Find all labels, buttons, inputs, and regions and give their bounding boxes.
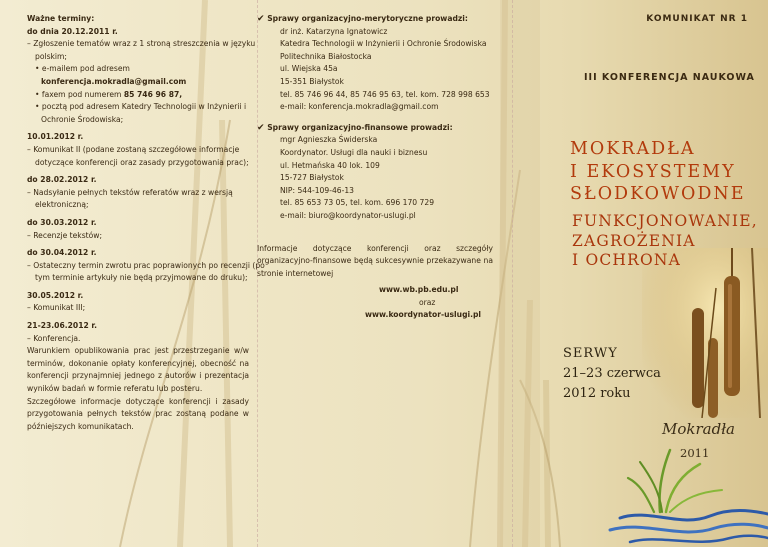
email-line — [27, 63, 267, 76]
deadline-text: – Nadsyłanie pełnych tekstów referatów wraz z wersją elektroniczną; — [27, 187, 233, 210]
important-terms-heading: Ważne terminy: — [27, 14, 95, 23]
deadline-date: 10.01.2012 r. — [27, 132, 84, 142]
deadline-date: do 30.03.2012 r. — [27, 217, 97, 227]
fold-line — [512, 0, 513, 547]
contact-line: tel. 85 746 96 44, 85 746 95 63, tel. kom. 728 998 653 — [280, 89, 490, 99]
section-title-finance — [257, 122, 497, 135]
contact-line: e-mail: biuro@koordynator-uslugi.pl — [280, 210, 416, 220]
announcement-number: KOMUNIKAT NR 1 — [646, 14, 748, 24]
deadline-date: do dnia 20.12.2011 r. — [27, 26, 118, 36]
title-line: SŁODKOWODNE — [570, 184, 746, 204]
deadline-text: – Konferencja. — [27, 333, 81, 343]
deadline-text: – Komunikat III; — [27, 303, 86, 313]
fax-label: • faxem pod numerem — [35, 89, 122, 99]
post-address: • pocztą pod adresem Katedry Technologii w Inżynierii i Ochronie Środowiska; — [35, 102, 247, 124]
section-title-merit — [257, 13, 497, 26]
email-address: konferencja.mokradla@gmail.com — [41, 76, 187, 86]
deadline-date: 21-23.06.2012 r. — [27, 321, 97, 331]
contact-line: Politechnika Białostocka — [280, 51, 372, 61]
deadline-date: do 28.02.2012 r. — [27, 175, 97, 185]
fax-line — [27, 89, 267, 102]
contact-block-finance — [257, 134, 497, 222]
contact-line: 15-727 Białystok — [280, 173, 344, 183]
conditions-paragraph: Warunkiem opublikowania prac jest przestrzeganie w/w terminów, dokonanie opłaty konferencyjnej, obecność na konferencji przynajmniej jednego z autorów i prezentacja wyników badań w formie referatu lub posteru. — [27, 346, 249, 394]
deadlines-column — [27, 13, 267, 433]
venue-dates: 21–23 czerwca — [563, 366, 661, 381]
contact-line: dr inż. Katarzyna Ignatowicz — [280, 26, 388, 36]
check-icon: ✔ — [257, 122, 265, 133]
info-paragraph: Informacje dotyczące konferencji oraz szczegóły organizacyjno-finansowe będą sukcesywnie przekazywane na stronie internetowej — [257, 243, 493, 278]
deadline-date: 30.05.2012 r. — [27, 290, 84, 300]
contact-line: ul. Wiejska 45a — [280, 64, 338, 74]
subtitle-line: ZAGROŻENIA — [572, 231, 696, 250]
logo-year: 2011 — [680, 446, 710, 460]
conference-title — [570, 138, 745, 206]
deadline-text: – Recenzje tekstów; — [27, 230, 103, 240]
contact-line: tel. 85 653 73 05, tel. kom. 696 170 729 — [280, 198, 435, 208]
subtitle-line: FUNKCJONOWANIE, — [572, 212, 758, 230]
contact-line: e-mail: konferencja.mokradla@gmail.com — [280, 102, 439, 112]
venue-year: 2012 roku — [563, 386, 631, 401]
contact-line: 15-351 Białystok — [280, 76, 344, 86]
contacts-column — [257, 13, 497, 322]
deadline-text: – Komunikat II (podane zostaną szczegółowe informacje dotyczące konferencji oraz zasady przygotowania prac); — [27, 144, 249, 167]
venue-place: SERWY — [563, 346, 618, 361]
section-title-text: Sprawy organizacyjno-finansowe prowadzi: — [267, 122, 453, 132]
contact-line: NIP: 544-109-46-13 — [280, 185, 355, 195]
or-text: oraz — [419, 297, 436, 307]
title-line: I EKOSYSTEMY — [570, 161, 736, 182]
contact-line: Koordynator. Usługi dla nauki i biznesu — [280, 147, 428, 157]
details-paragraph: Szczegółowe informacje dotyczące konferencji i zasady przygotowania pełnych tekstów prac zostaną podane w późniejszych komunikatach. — [27, 396, 249, 431]
deadline-date: do 30.04.2012 r. — [27, 248, 97, 258]
fax-number: 85 746 96 87, — [123, 89, 183, 99]
contact-line: mgr Agnieszka Świderska — [280, 135, 378, 145]
deadline-text: – Ostateczny termin zwrotu prac poprawionych po recenzji (po tym terminie artykuły nie będą przyjmowane do druku); — [27, 260, 265, 283]
conference-subtitle — [572, 212, 758, 271]
subtitle-line: I OCHRONA — [572, 251, 682, 269]
deadline-text: – Zgłoszenie tematów wraz z 1 stroną streszczenia w języku polskim; — [27, 39, 256, 61]
section-title-text: Sprawy organizacyjno-merytoryczne prowadzi: — [267, 14, 468, 23]
contact-block-merit — [257, 26, 497, 114]
contact-line: Katedra Technologii w Inżynierii i Ochronie Środowiska — [280, 39, 487, 49]
website-link[interactable]: www.koordynator-uslugi.pl — [365, 310, 482, 320]
venue-block — [563, 344, 661, 404]
title-line: MOKRADŁA — [570, 139, 696, 159]
email-label: • e-mailem pod adresem — [35, 64, 130, 74]
website-link[interactable]: www.wb.pb.edu.pl — [379, 285, 459, 295]
contact-line: ul. Hetmańska 40 lok. 109 — [280, 160, 380, 170]
conference-label: III KONFERENCJA NAUKOWA — [584, 72, 755, 83]
logo-name: Mokradła — [662, 420, 736, 438]
check-icon: ✔ — [257, 14, 265, 24]
